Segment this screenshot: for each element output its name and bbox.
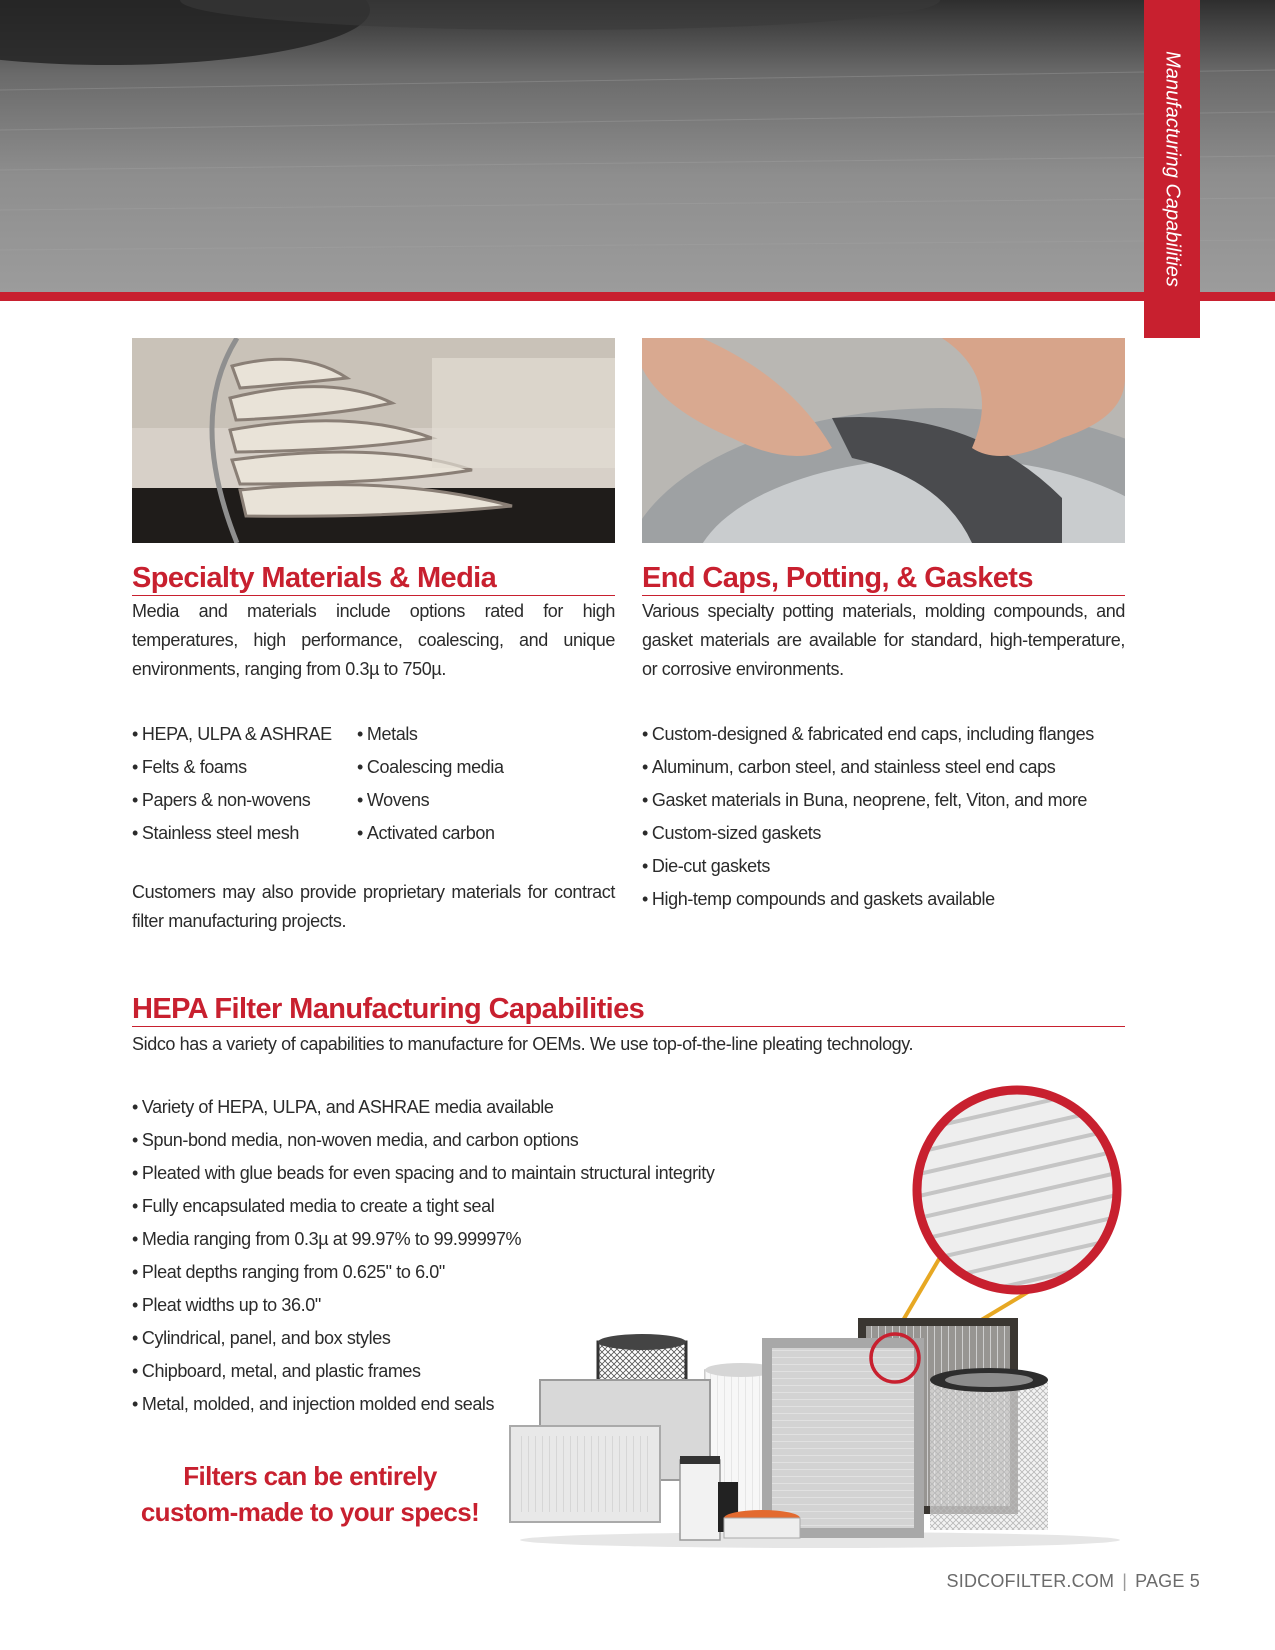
specialty-heading: Specialty Materials & Media [132,561,615,596]
list-item: • Media ranging from 0.3µ at 99.97% to 99.99997% [132,1223,752,1256]
section-side-tab [1144,0,1200,338]
specialty-intro: Media and materials include options rated for high temperatures, high performance, coalescing, and unique environments, ranging from 0.3µ to 750µ. [132,601,615,679]
list-item: • Die-cut gaskets [642,850,1125,883]
list-item: • Metals [357,718,597,751]
endcaps-intro: Various specialty potting materials, molding compounds, and gasket materials are available for standard, high-temperature, or corrosive environments. [642,601,1125,679]
list-item: • HEPA, ULPA & ASHRAE [132,718,352,751]
list-item: • Pleated with glue beads for even spacing and to maintain structural integrity [132,1157,752,1190]
list-item: • Papers & non-wovens [132,784,352,817]
specialty-outro: Customers may also provide proprietary materials for contract filter manufacturing projects. [132,882,615,931]
list-item: • Coalescing media [357,751,597,784]
side-tab-label: Manufacturing Capabilities [1161,51,1184,287]
endcaps-list [642,718,1125,916]
list-item: • Aluminum, carbon steel, and stainless steel end caps [642,751,1125,784]
footer-page-number: PAGE 5 [1135,1571,1200,1591]
list-item: • Pleat depths ranging from 0.625" to 6.0" [132,1256,752,1289]
list-item: • Gasket materials in Buna, neoprene, felt, Viton, and more [642,784,1125,817]
callout-line-2: custom-made to your specs! [140,1497,480,1527]
list-item: • Variety of HEPA, ULPA, and ASHRAE media available [132,1091,752,1124]
list-item: • Fully encapsulated media to create a tight seal [132,1190,752,1223]
page-footer [947,1571,1200,1592]
hepa-intro: Sidco has a variety of capabilities to manufacture for OEMs. We use top-of-the-line pleating technology. [132,1034,914,1054]
list-item: • Chipboard, metal, and plastic frames [132,1355,752,1388]
list-item: • Activated carbon [357,817,597,850]
specialty-media-photo [132,338,615,543]
specialty-list-col1 [132,718,352,850]
list-item: • Stainless steel mesh [132,817,352,850]
list-item: • Custom-sized gaskets [642,817,1125,850]
list-item: • Cylindrical, panel, and box styles [132,1322,752,1355]
callout-line-1: Filters can be entirely [183,1461,437,1491]
custom-filters-callout [140,1458,480,1530]
footer-site-link[interactable]: SIDCOFILTER.COM [946,1571,1115,1591]
specialty-list-col2 [357,718,597,850]
hepa-heading: HEPA Filter Manufacturing Capabilities [132,992,1125,1027]
list-item: • High-temp compounds and gaskets available [642,883,1125,916]
list-item: • Wovens [357,784,597,817]
list-item: • Pleat widths up to 36.0" [132,1289,752,1322]
list-item: • Felts & foams [132,751,352,784]
hero-fabric-texture [0,0,1275,294]
hero-red-rule [0,292,1275,301]
footer-separator: | [1122,1571,1128,1591]
gasket-hands-photo [642,338,1125,543]
list-item: • Custom-designed & fabricated end caps, including flanges [642,718,1125,751]
list-item: • Spun-bond media, non-woven media, and carbon options [132,1124,752,1157]
list-item: • Metal, molded, and injection molded end seals [132,1388,752,1421]
hero-banner-photo [0,0,1275,294]
hepa-filters-product-image [500,1070,1140,1550]
endcaps-heading: End Caps, Potting, & Gaskets [642,561,1125,596]
